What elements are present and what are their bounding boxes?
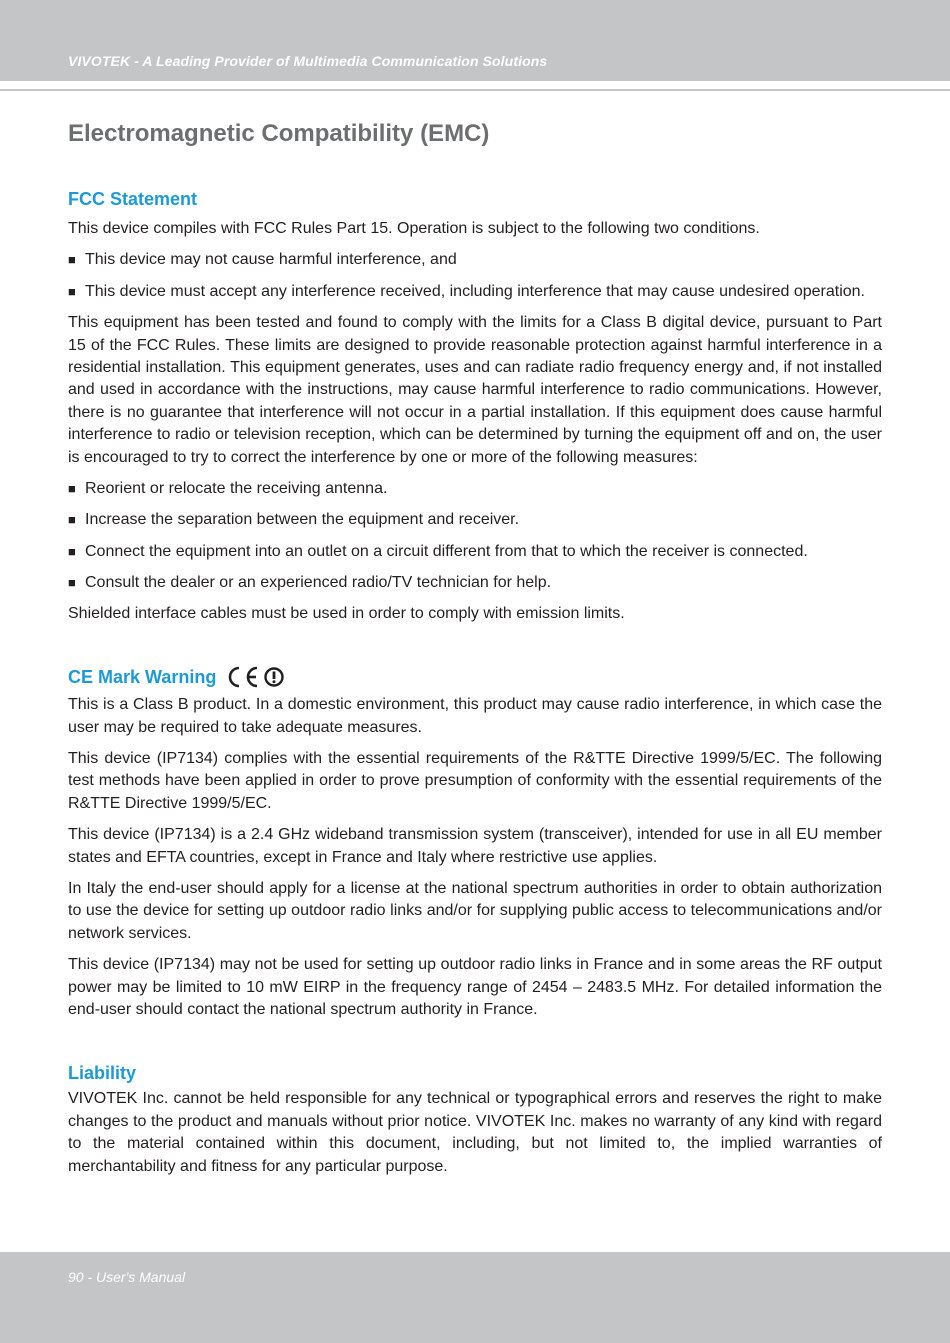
fcc-body: This equipment has been tested and found to comply with the limits for a Class B digital device, pursuant to Part 15 of the FCC Rules. These limits are designed to provide reasonable protection against harmful interference in a residential installation. This equipment generates, uses and can radiate radio frequency energy and, if not installed and used in accordance with the instructions, may cause harmful interference to radio communications. However, there is no guarantee that interference will not occur in a partial installation. If this equipment does cause harmful interference to radio or television reception, which can be determined by turning the equipment off and on, the user is encouraged to try to correct the interference by one or more of the following measures: (68, 314, 882, 466)
fcc-measure-2: Increase the separation between the equipment and receiver. (85, 511, 520, 529)
ce-paragraph-4: In Italy the end-user should apply for a license at the national spectrum authorities in order to obtain authorization to use the device for setting up outdoor radio links and/or for supplying public access to telecommunications and/or network services. (68, 879, 882, 942)
footer-band (0, 1252, 950, 1343)
header-divider (0, 89, 950, 91)
page-title: Electromagnetic Compatibility (EMC) (68, 120, 490, 147)
fcc-condition-2: This device must accept any interference received, including interference that may cause undesired operation. (85, 282, 865, 300)
list-item (68, 281, 882, 303)
list-item (68, 249, 882, 271)
footer-page-label: 90 - User's Manual (68, 1269, 186, 1285)
list-item (68, 478, 882, 500)
ce-mark-with-alert-icon (224, 665, 284, 689)
ce-paragraph-2: This device (IP7134) complies with the essential requirements of the R&TTE Directive 1999/5/EC. The following test methods have been applied in order to prove presumption of conformity with the essential requirements of the R&TTE Directive 1999/5/EC. (68, 749, 882, 812)
bullet-square-icon: ■ (68, 283, 76, 299)
ce-paragraph-3: This device (IP7134) is a 2.4 GHz wideband transmission system (transceiver), intended for use in all EU member states and EFTA countries, except in France and Italy where restrictive use applies. (68, 826, 882, 866)
page-content (68, 117, 882, 1178)
bullet-square-icon: ■ (68, 252, 76, 268)
list-item (68, 509, 882, 531)
bullet-square-icon: ■ (68, 575, 76, 591)
fcc-closing: Shielded interface cables must be used in order to comply with emission limits. (68, 604, 625, 622)
ce-paragraph-5: This device (IP7134) may not be used for setting up outdoor radio links in France and in some areas the RF output power may be limited to 10 mW EIRP in the frequency range of 2454 – 2483.5 MHz. For detailed information the end-user should contact the national spectrum authority in France. (68, 956, 882, 1018)
fcc-measure-1: Reorient or relocate the receiving antenna. (85, 480, 388, 498)
fcc-measure-3: Connect the equipment into an outlet on a circuit different from that to which the receiver is connected. (85, 542, 808, 560)
fcc-condition-1: This device may not cause harmful interference, and (85, 251, 457, 269)
header-tagline: VIVOTEK - A Leading Provider of Multimedia Communication Solutions (68, 53, 548, 69)
liability-body: VIVOTEK Inc. cannot be held responsible for any technical or typographical errors and reserves the right to make changes to the product and manuals without prior notice. VIVOTEK Inc. makes no warranty of any kind with regard to the material contained within this document, including, but not limited to, the implied warranties of merchantability and fitness for any particular purpose. (68, 1090, 882, 1175)
bullet-square-icon: ■ (68, 512, 76, 528)
list-item (68, 572, 882, 594)
liability-section-title: Liability (68, 1063, 137, 1084)
ce-paragraph-1: This is a Class B product. In a domestic environment, this product may cause radio interference, in which case the user may be required to take adequate measures. (68, 696, 882, 736)
ce-title-row (68, 665, 882, 689)
bullet-square-icon: ■ (68, 543, 76, 559)
ce-section-title: CE Mark Warning (68, 667, 217, 688)
list-item (68, 541, 882, 563)
fcc-intro: This device compiles with FCC Rules Part 15. Operation is subject to the following two conditions. (68, 220, 760, 237)
fcc-measure-4: Consult the dealer or an experienced radio/TV technician for help. (85, 574, 552, 592)
bullet-square-icon: ■ (68, 481, 76, 497)
fcc-section-title: FCC Statement (68, 189, 198, 209)
